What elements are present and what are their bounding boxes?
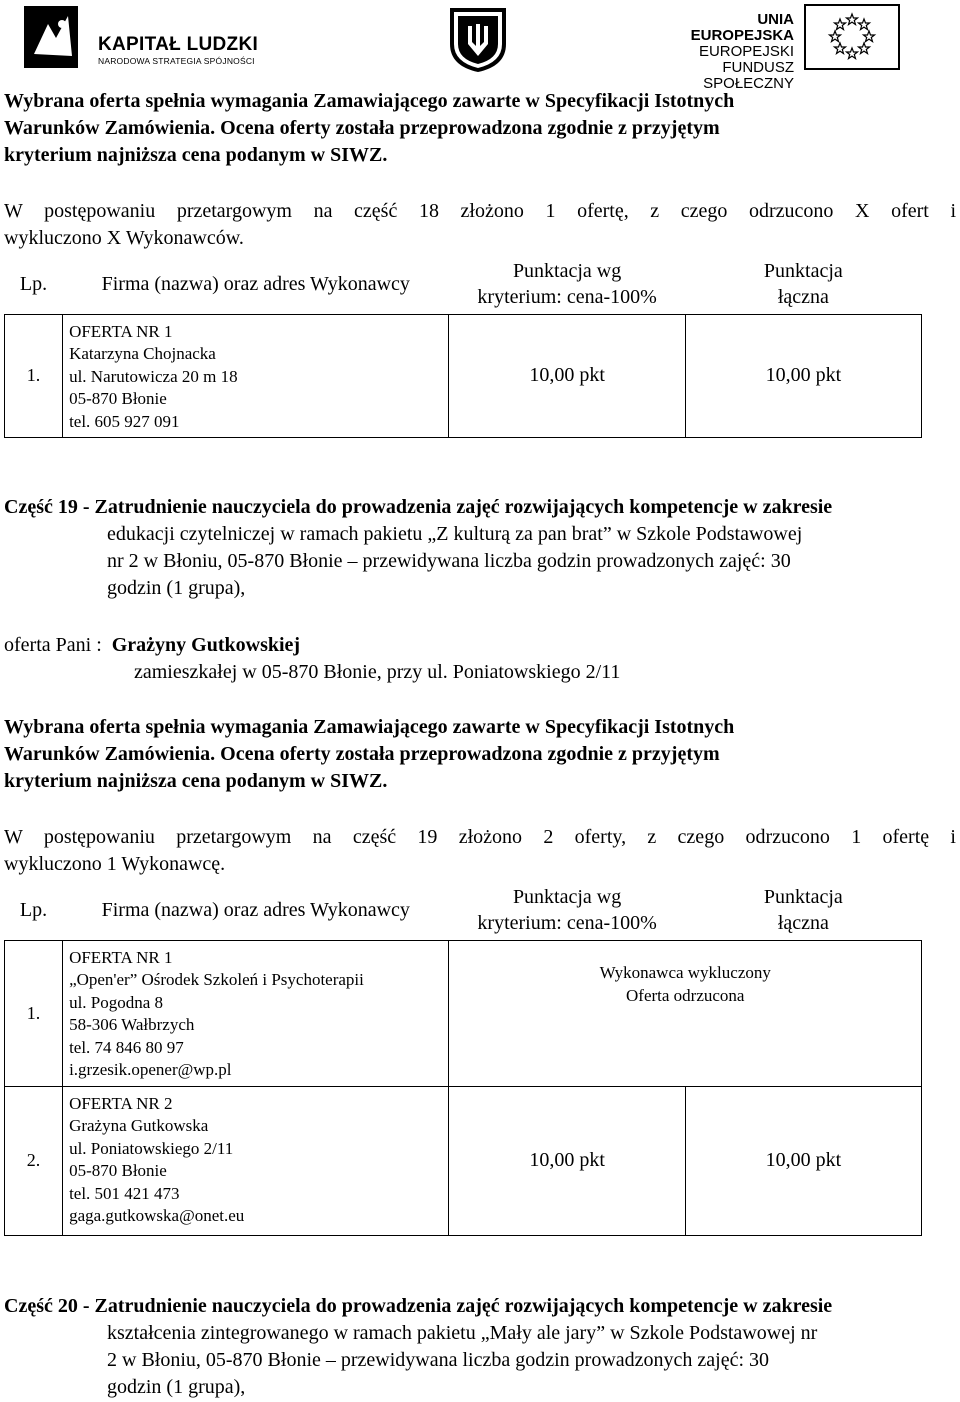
row-lp: 1. xyxy=(5,314,63,438)
section19-eval-line2: Warunków Zamówienia. Ocena oferty została przeprowadzona zgodnie z przyjętym xyxy=(4,743,720,765)
ue-text xyxy=(662,12,794,92)
section19-eval-line1: Wybrana oferta spełnia wymagania Zamawiającego zawarte w Specyfikacji Istotnych xyxy=(4,716,735,738)
section20-title-line4: godzin (1 grupa), xyxy=(107,1376,246,1398)
section18-eval-line1: Wybrana oferta spełnia wymagania Zamawiającego zawarte w Specyfikacji Istotnych xyxy=(4,90,735,112)
section19-proc-line1: W postępowaniu przetargowym na część 19 złożono 2 oferty, z czego odrzucono 1 ofertę i xyxy=(4,826,956,848)
col-total-header: Punktacja łączna xyxy=(763,885,843,934)
section19-table xyxy=(4,880,922,1236)
section19-title-line4: godzin (1 grupa), xyxy=(107,577,246,599)
ue-line-2: EUROPEJSKI xyxy=(698,43,794,60)
row-firm: OFERTA NR 2 Grażyna Gutkowska ul. Poniatowskiego 2/11 05-870 Błonie tel. 501 421 473 gaga.gutkowska@onet.eu xyxy=(63,1086,449,1236)
kapital-ludzki-title: KAPITAŁ LUDZKI xyxy=(98,34,259,55)
section18-proc-line2: wykluczono X Wykonawców. xyxy=(4,227,244,249)
col-firm-header: Firma (nazwa) oraz adres Wykonawcy xyxy=(101,898,410,921)
row-lp: 2. xyxy=(5,1086,63,1236)
section20-title-line3: 2 w Błoniu, 05-870 Błonie – przewidywana liczba godzin prowadzonych zajęć: 30 xyxy=(107,1349,770,1371)
row-score: 10,00 pkt xyxy=(449,1086,685,1236)
ue-line-1: UNIA EUROPEJSKA xyxy=(690,11,794,44)
section19-offer-line: oferta Pani : Grażyny Gutkowskiej xyxy=(4,634,301,656)
section19-title-line2: edukacji czytelniczej w ramach pakietu „Z kulturą za pan brat” w Szkole Podstawowej xyxy=(107,523,803,545)
col-lp-header: Lp. xyxy=(19,272,48,295)
section20-title-line1: Część 20 - Zatrudnienie nauczyciela do prowadzenia zajęć rozwijających kompetencje w zakresie xyxy=(4,1295,833,1317)
section19-title-line3: nr 2 w Błoniu, 05-870 Błonie – przewidywana liczba godzin prowadzonych zajęć: 30 xyxy=(107,550,791,572)
row-total: 10,00 pkt xyxy=(685,314,921,438)
row-status: Wykonawca wykluczony Oferta odrzucona xyxy=(449,940,922,1086)
ue-line-3: FUNDUSZ SPOŁECZNY xyxy=(703,59,794,92)
table-row xyxy=(5,1086,922,1236)
coat-of-arms-icon xyxy=(444,4,512,74)
section20-title-line2: kształcenia zintegrowanego w ramach pakietu „Mały ale jary” w Szkole Podstawowej nr xyxy=(107,1322,818,1344)
table-header-row xyxy=(5,254,922,314)
section19-offer-address: zamieszkałej w 05-870 Błonie, przy ul. Poniatowskiego 2/11 xyxy=(134,661,621,683)
section19-proc-line2: wykluczono 1 Wykonawcę. xyxy=(4,853,226,875)
section18-proc-line1: W postępowaniu przetargowym na część 18 złożono 1 ofertę, z czego odrzucono X ofert i xyxy=(4,200,956,222)
col-crit-header: Punktacja wg kryterium: cena-100% xyxy=(477,259,657,308)
col-lp-header: Lp. xyxy=(19,898,48,921)
section18-table xyxy=(4,254,922,438)
row-score: 10,00 pkt xyxy=(449,314,685,438)
col-crit-header: Punktacja wg kryterium: cena-100% xyxy=(477,885,657,934)
col-firm-header: Firma (nazwa) oraz adres Wykonawcy xyxy=(101,272,410,295)
col-total-header: Punktacja łączna xyxy=(763,259,843,308)
row-total: 10,00 pkt xyxy=(685,1086,921,1236)
table-header-row xyxy=(5,880,922,940)
section19-title-line1: Część 19 - Zatrudnienie nauczyciela do prowadzenia zajęć rozwijających kompetencje w zakresie xyxy=(4,496,833,518)
section19-eval-line3: kryterium najniższa cena podanym w SIWZ. xyxy=(4,770,388,792)
kapital-ludzki-subtitle: NARODOWA STRATEGIA SPÓJNOŚCI xyxy=(98,56,255,66)
table-row xyxy=(5,940,922,1086)
table-row xyxy=(5,314,922,438)
section18-eval-line3: kryterium najniższa cena podanym w SIWZ. xyxy=(4,144,388,166)
eu-flag-icon xyxy=(804,4,900,70)
section18-eval-line2: Warunków Zamówienia. Ocena oferty została przeprowadzona zgodnie z przyjętym xyxy=(4,117,720,139)
row-firm: OFERTA NR 1 „Open'er” Ośrodek Szkoleń i Psychoterapii ul. Pogodna 8 58-306 Wałbrzych tel. 74 846 80 97 i.grzesik.opener@wp.pl xyxy=(63,940,449,1086)
kapital-ludzki-logo-icon xyxy=(22,4,88,70)
row-firm: OFERTA NR 1 Katarzyna Chojnacka ul. Narutowicza 20 m 18 05-870 Błonie tel. 605 927 091 xyxy=(63,314,449,438)
row-lp: 1. xyxy=(5,940,63,1086)
